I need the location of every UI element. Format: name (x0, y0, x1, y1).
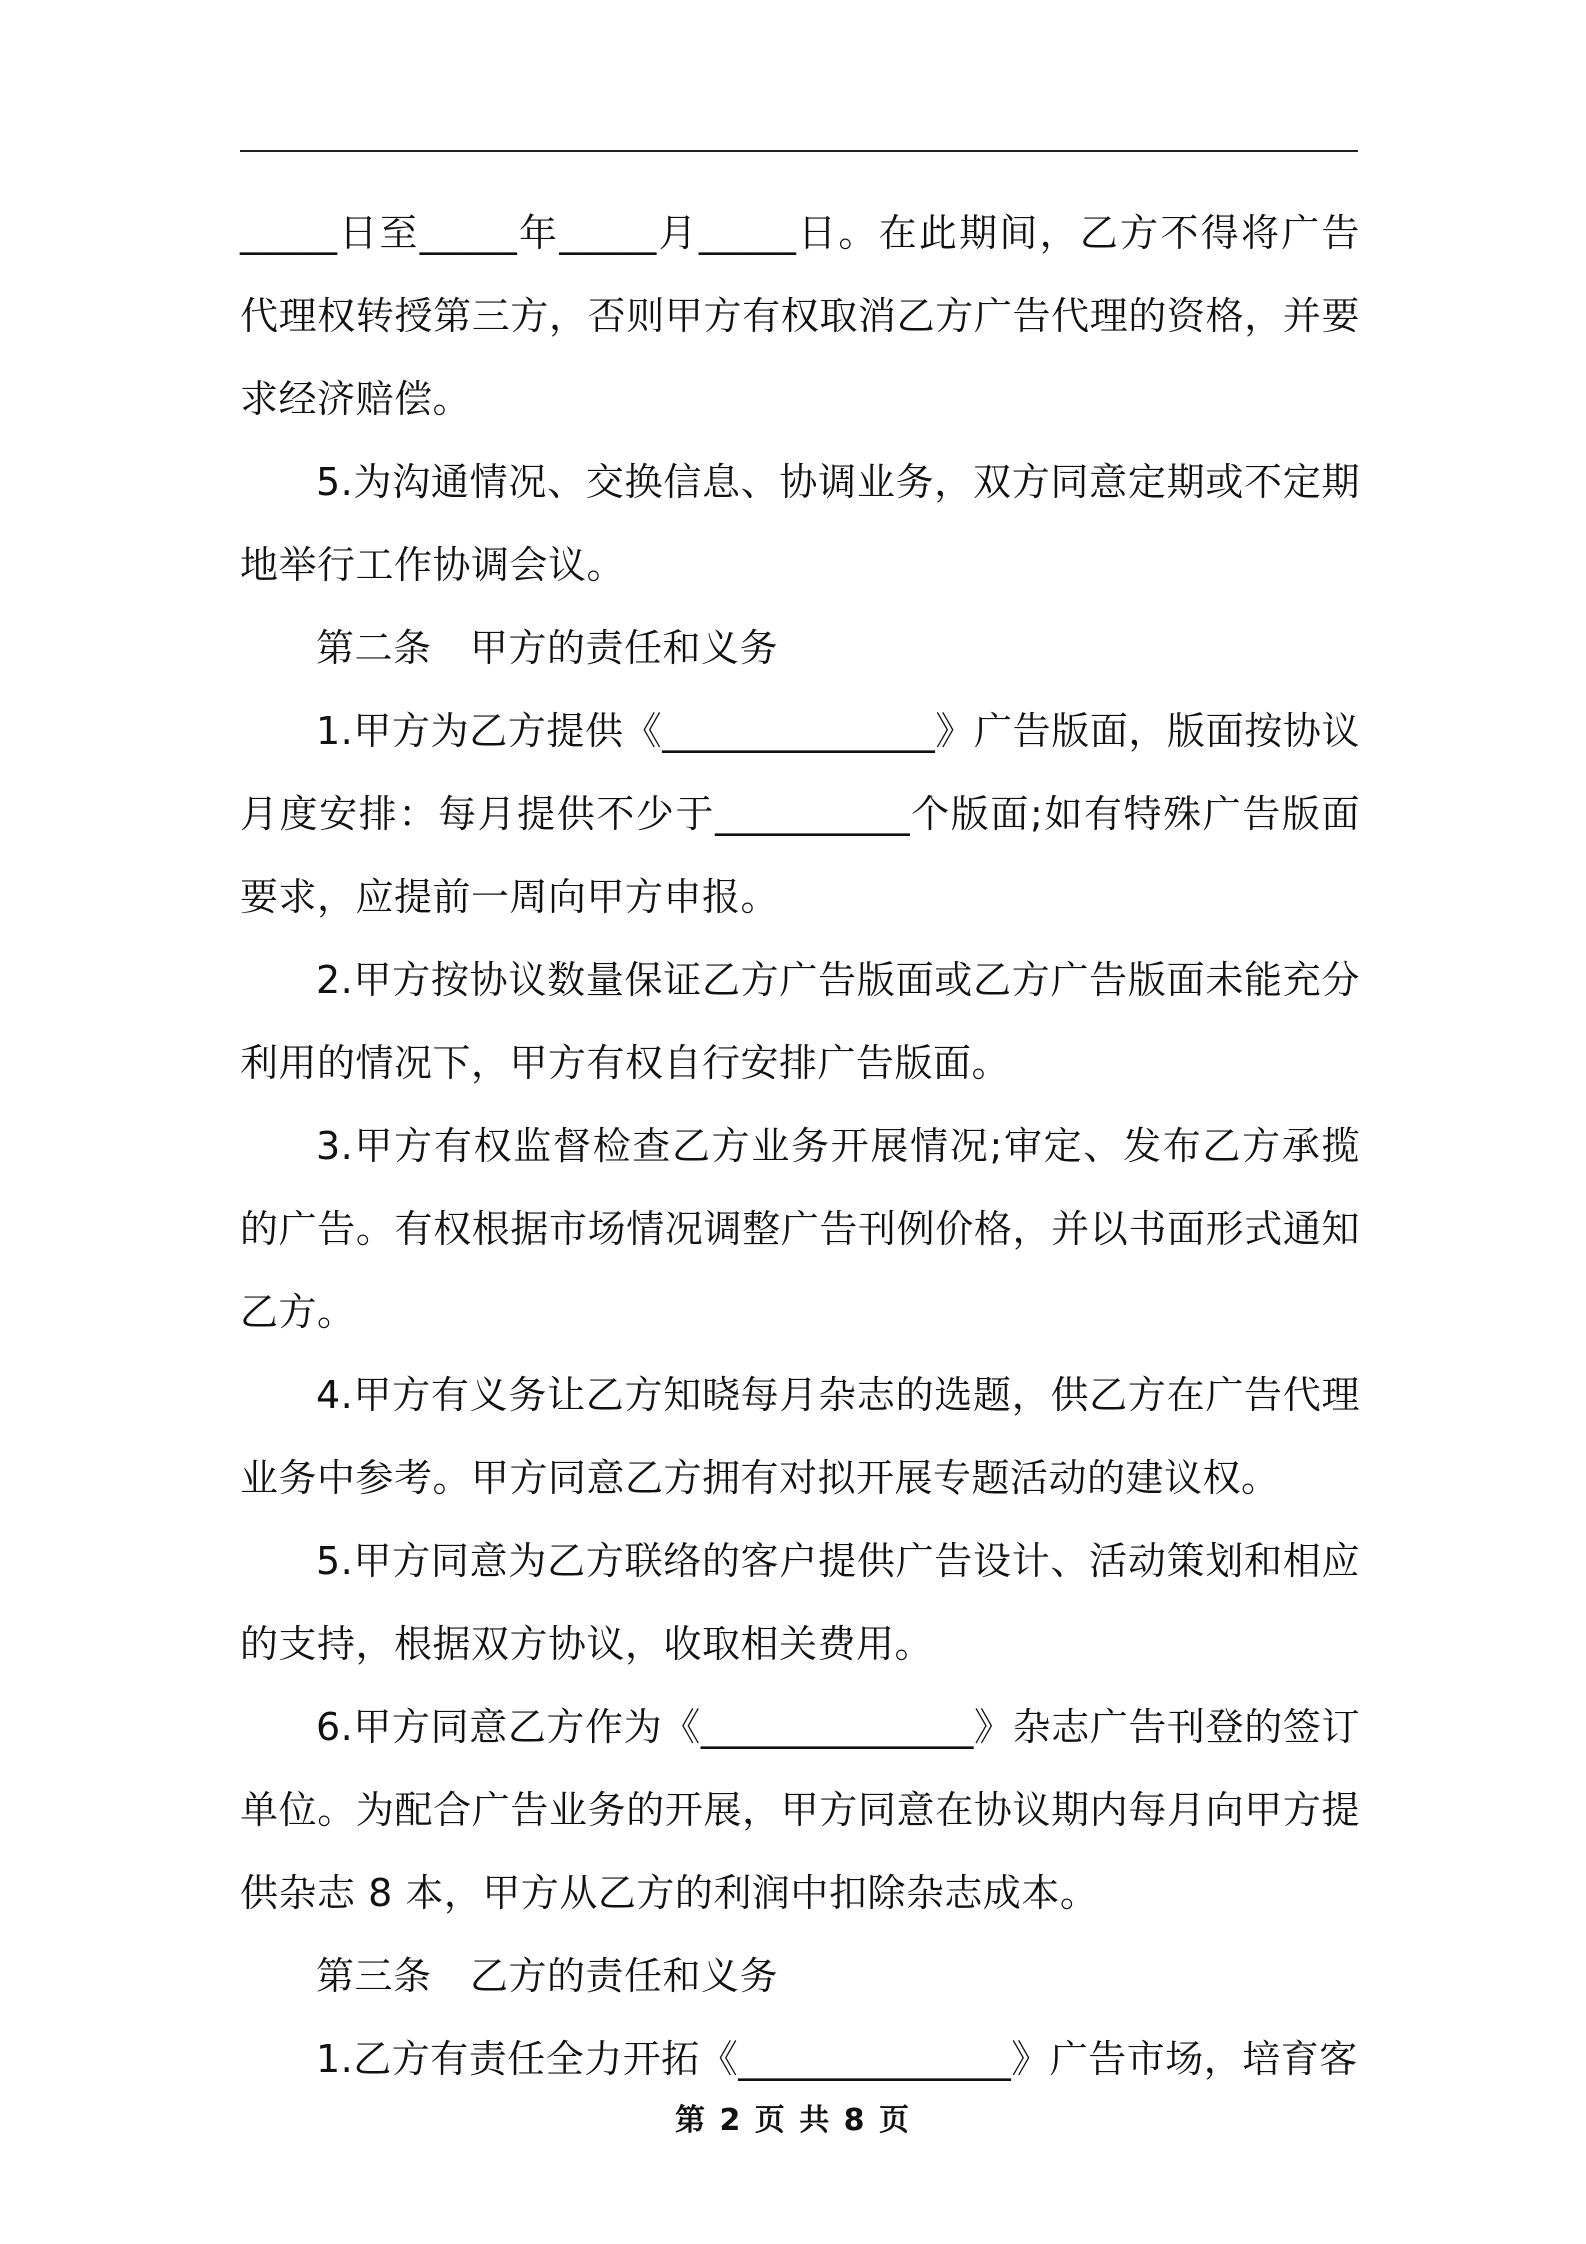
section-heading-article-2: 第二条 甲方的责任和义务 (316, 626, 779, 670)
paragraph-article-3-item-1: 1.乙方有责任全力开拓《______________》广告市场，培育客 (316, 2037, 1358, 2081)
document-body (240, 192, 1360, 2101)
paragraph-item-5-meetings: 5.为沟通情况、交换信息、协调业务，双方同意定期或不定期地举行工作协调会议。 (240, 460, 1360, 587)
paragraph-article-2-item-1: 1.甲方为乙方提供《______________》广告版面，版面按协议月度安排：每月提供不少于__________个版面;如有特殊广告版面要求，应提前一周向甲方申报。 (240, 709, 1360, 919)
section-heading-article-3: 第三条 乙方的责任和义务 (316, 1954, 779, 1998)
paragraph-article-2-item-4: 4.甲方有义务让乙方知晓每月杂志的选题，供乙方在广告代理业务中参考。甲方同意乙方拥有对拟开展专题活动的建议权。 (240, 1373, 1360, 1500)
header-rule (240, 150, 1358, 152)
page-number-footer: 第 2 页 共 8 页 (675, 2103, 911, 2138)
paragraph-continuation: _____日至_____年_____月_____日。在此期间，乙方不得将广告代理权转授第三方，否则甲方有权取消乙方广告代理的资格，并要求经济赔偿。 (240, 211, 1360, 421)
paragraph-article-2-item-2: 2.甲方按协议数量保证乙方广告版面或乙方广告版面未能充分利用的情况下，甲方有权自行安排广告版面。 (240, 958, 1360, 1085)
paragraph-article-2-item-3: 3.甲方有权监督检查乙方业务开展情况;审定、发布乙方承揽的广告。有权根据市场情况调整广告刊例价格，并以书面形式通知乙方。 (240, 1124, 1360, 1334)
paragraph-article-2-item-5: 5.甲方同意为乙方联络的客户提供广告设计、活动策划和相应的支持，根据双方协议，收取相关费用。 (240, 1539, 1360, 1666)
paragraph-article-2-item-6: 6.甲方同意乙方作为《______________》杂志广告刊登的签订单位。为配合广告业务的开展，甲方同意在协议期内每月向甲方提供杂志 8 本，甲方从乙方的利润中扣除杂志成本。 (240, 1705, 1360, 1915)
